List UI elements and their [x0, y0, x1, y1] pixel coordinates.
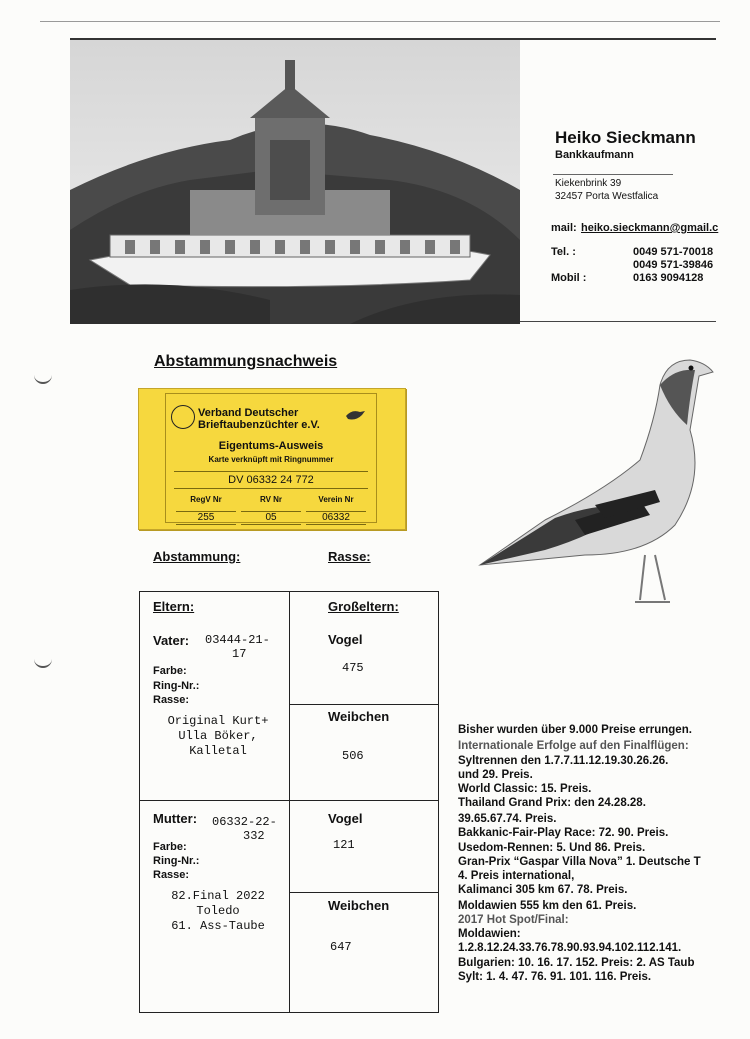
achievement-line: 1.2.8.12.24.33.76.78.90.93.94.102.112.141.	[458, 942, 682, 954]
achievement-line: 2017 Hot Spot/Final:	[458, 914, 569, 926]
ring-number: DV 06332 24 772	[174, 471, 368, 489]
achievement-line: Bulgarien: 10. 16. 17. 152. Preis: 2. AS Taub	[458, 957, 695, 969]
ownership-card	[138, 388, 406, 530]
card-column-rv	[241, 495, 301, 525]
vater-note-3: Kalletal	[189, 744, 247, 758]
pedigree-cell-divider	[289, 892, 438, 893]
gp2-value: 506	[342, 749, 364, 763]
achievement-line: Bakkanic-Fair-Play Race: 72. 90. Preis.	[458, 827, 669, 839]
mutter-rasse-label: Rasse:	[153, 869, 190, 881]
mutter-farbe-label: Farbe:	[153, 841, 187, 853]
header-rule	[520, 38, 716, 40]
mail-label: mail:	[551, 222, 577, 234]
achievement-line: 4. Preis international,	[458, 870, 575, 882]
achievement-line: Internationale Erfolge auf den Finalflügen:	[458, 740, 689, 752]
monument-illustration	[70, 40, 520, 324]
pigeon-emblem-icon	[344, 408, 366, 422]
gp1-value: 475	[342, 661, 364, 675]
vater-ring-label: Ring-Nr.:	[153, 680, 200, 692]
achievement-line: Syltrennen den 1.7.7.11.12.19.30.26.26.	[458, 755, 669, 767]
mobil-label: Mobil :	[551, 272, 587, 284]
achievement-line: Kalimanci 305 km 67. 78. Preis.	[458, 884, 628, 896]
gp4-weibchen-label: Weibchen	[328, 898, 390, 913]
achievement-line: 39.65.67.74. Preis.	[458, 813, 557, 825]
tel-value-1: 0049 571-70018	[633, 246, 714, 258]
vater-rasse-label: Rasse:	[153, 694, 190, 706]
column-label: Verein Nr	[318, 495, 354, 504]
vater-ring-2: 17	[232, 647, 247, 661]
header-bottom-rule	[520, 321, 716, 322]
mutter-note-3: 61. Ass-Taube	[171, 919, 265, 933]
column-label: RV Nr	[259, 495, 283, 504]
owner-profession: Bankkaufmann	[555, 149, 634, 161]
vdb-logo-icon	[171, 405, 195, 429]
punch-hole-mark	[34, 372, 52, 384]
mutter-label: Mutter:	[153, 811, 198, 826]
abstammung-label: Abstammung:	[153, 549, 241, 564]
card-column-verein	[306, 495, 366, 525]
tel-label: Tel. :	[551, 246, 576, 258]
column-value: 255	[176, 511, 236, 525]
mail-value[interactable]: heiko.sieckmann@gmail.c	[581, 222, 719, 234]
gp3-vogel-label: Vogel	[328, 811, 363, 826]
punch-hole-mark	[34, 656, 52, 668]
address-city: 32457 Porta Westfalica	[555, 191, 659, 202]
org-line-1: Verband Deutscher	[198, 407, 299, 419]
tel-value-2: 0049 571-39846	[633, 259, 714, 271]
gp1-vogel-label: Vogel	[328, 632, 363, 647]
column-label: RegV Nr	[190, 495, 222, 504]
column-value: 05	[241, 511, 301, 525]
vater-ring-1: 03444-21-	[205, 633, 270, 647]
eltern-label: Eltern:	[153, 599, 195, 614]
mobil-value: 0163 9094128	[633, 272, 704, 284]
vater-label: Vater:	[153, 633, 190, 648]
achievement-line: Thailand Grand Prix: den 24.28.28.	[458, 797, 646, 809]
achievement-line: World Classic: 15. Preis.	[458, 783, 592, 795]
card-subtitle: Karte verknüpft mit Ringnummer	[208, 455, 334, 464]
monument-photo	[70, 38, 520, 324]
achievement-line: Gran-Prix “Gaspar Villa Nova” 1. Deutsche T	[458, 856, 701, 868]
owner-name: Heiko Sieckmann	[555, 128, 696, 147]
pigeon-photo	[455, 340, 725, 620]
vater-farbe-label: Farbe:	[153, 665, 187, 677]
grosseltern-label: Großeltern:	[328, 599, 399, 614]
card-column-regv	[176, 495, 236, 525]
column-value: 06332	[306, 511, 366, 525]
achievement-line: Moldawien 555 km den 61. Preis.	[458, 900, 637, 912]
top-rule	[40, 21, 720, 22]
mutter-note-1: 82.Final 2022	[171, 889, 265, 903]
mutter-note-2: Toledo	[196, 904, 240, 918]
document-title: Abstammungsnachweis	[154, 353, 338, 370]
rasse-label: Rasse:	[328, 549, 371, 564]
pigeon-illustration	[455, 340, 725, 620]
gp2-weibchen-label: Weibchen	[328, 709, 390, 724]
vater-note-1: Original Kurt+	[167, 714, 269, 728]
address-street: Kiekenbrink 39	[555, 178, 622, 189]
achievement-line: und 29. Preis.	[458, 769, 533, 781]
mutter-ring-1: 06332-22-	[212, 815, 277, 829]
org-line-2: Brieftaubenzüchter e.V.	[198, 419, 320, 431]
mutter-ring-label: Ring-Nr.:	[153, 855, 200, 867]
pedigree-cell-divider	[289, 704, 438, 705]
achievement-line: Moldawien:	[458, 928, 521, 940]
card-frame	[165, 393, 377, 523]
achievement-line: Bisher wurden über 9.000 Preise errungen.	[458, 724, 692, 736]
mutter-ring-2: 332	[243, 829, 265, 843]
gp3-value: 121	[333, 838, 355, 852]
name-rule	[553, 174, 673, 175]
pedigree-divider	[289, 591, 290, 1012]
gp4-value: 647	[330, 940, 352, 954]
card-title: Eigentums-Ausweis	[218, 440, 324, 452]
pedigree-row-divider	[139, 800, 438, 801]
achievement-line: Sylt: 1. 4. 47. 76. 91. 101. 116. Preis.	[458, 971, 652, 983]
achievement-line: Usedom-Rennen: 5. Und 86. Preis.	[458, 842, 646, 854]
vater-note-2: Ulla Böker,	[178, 729, 258, 743]
